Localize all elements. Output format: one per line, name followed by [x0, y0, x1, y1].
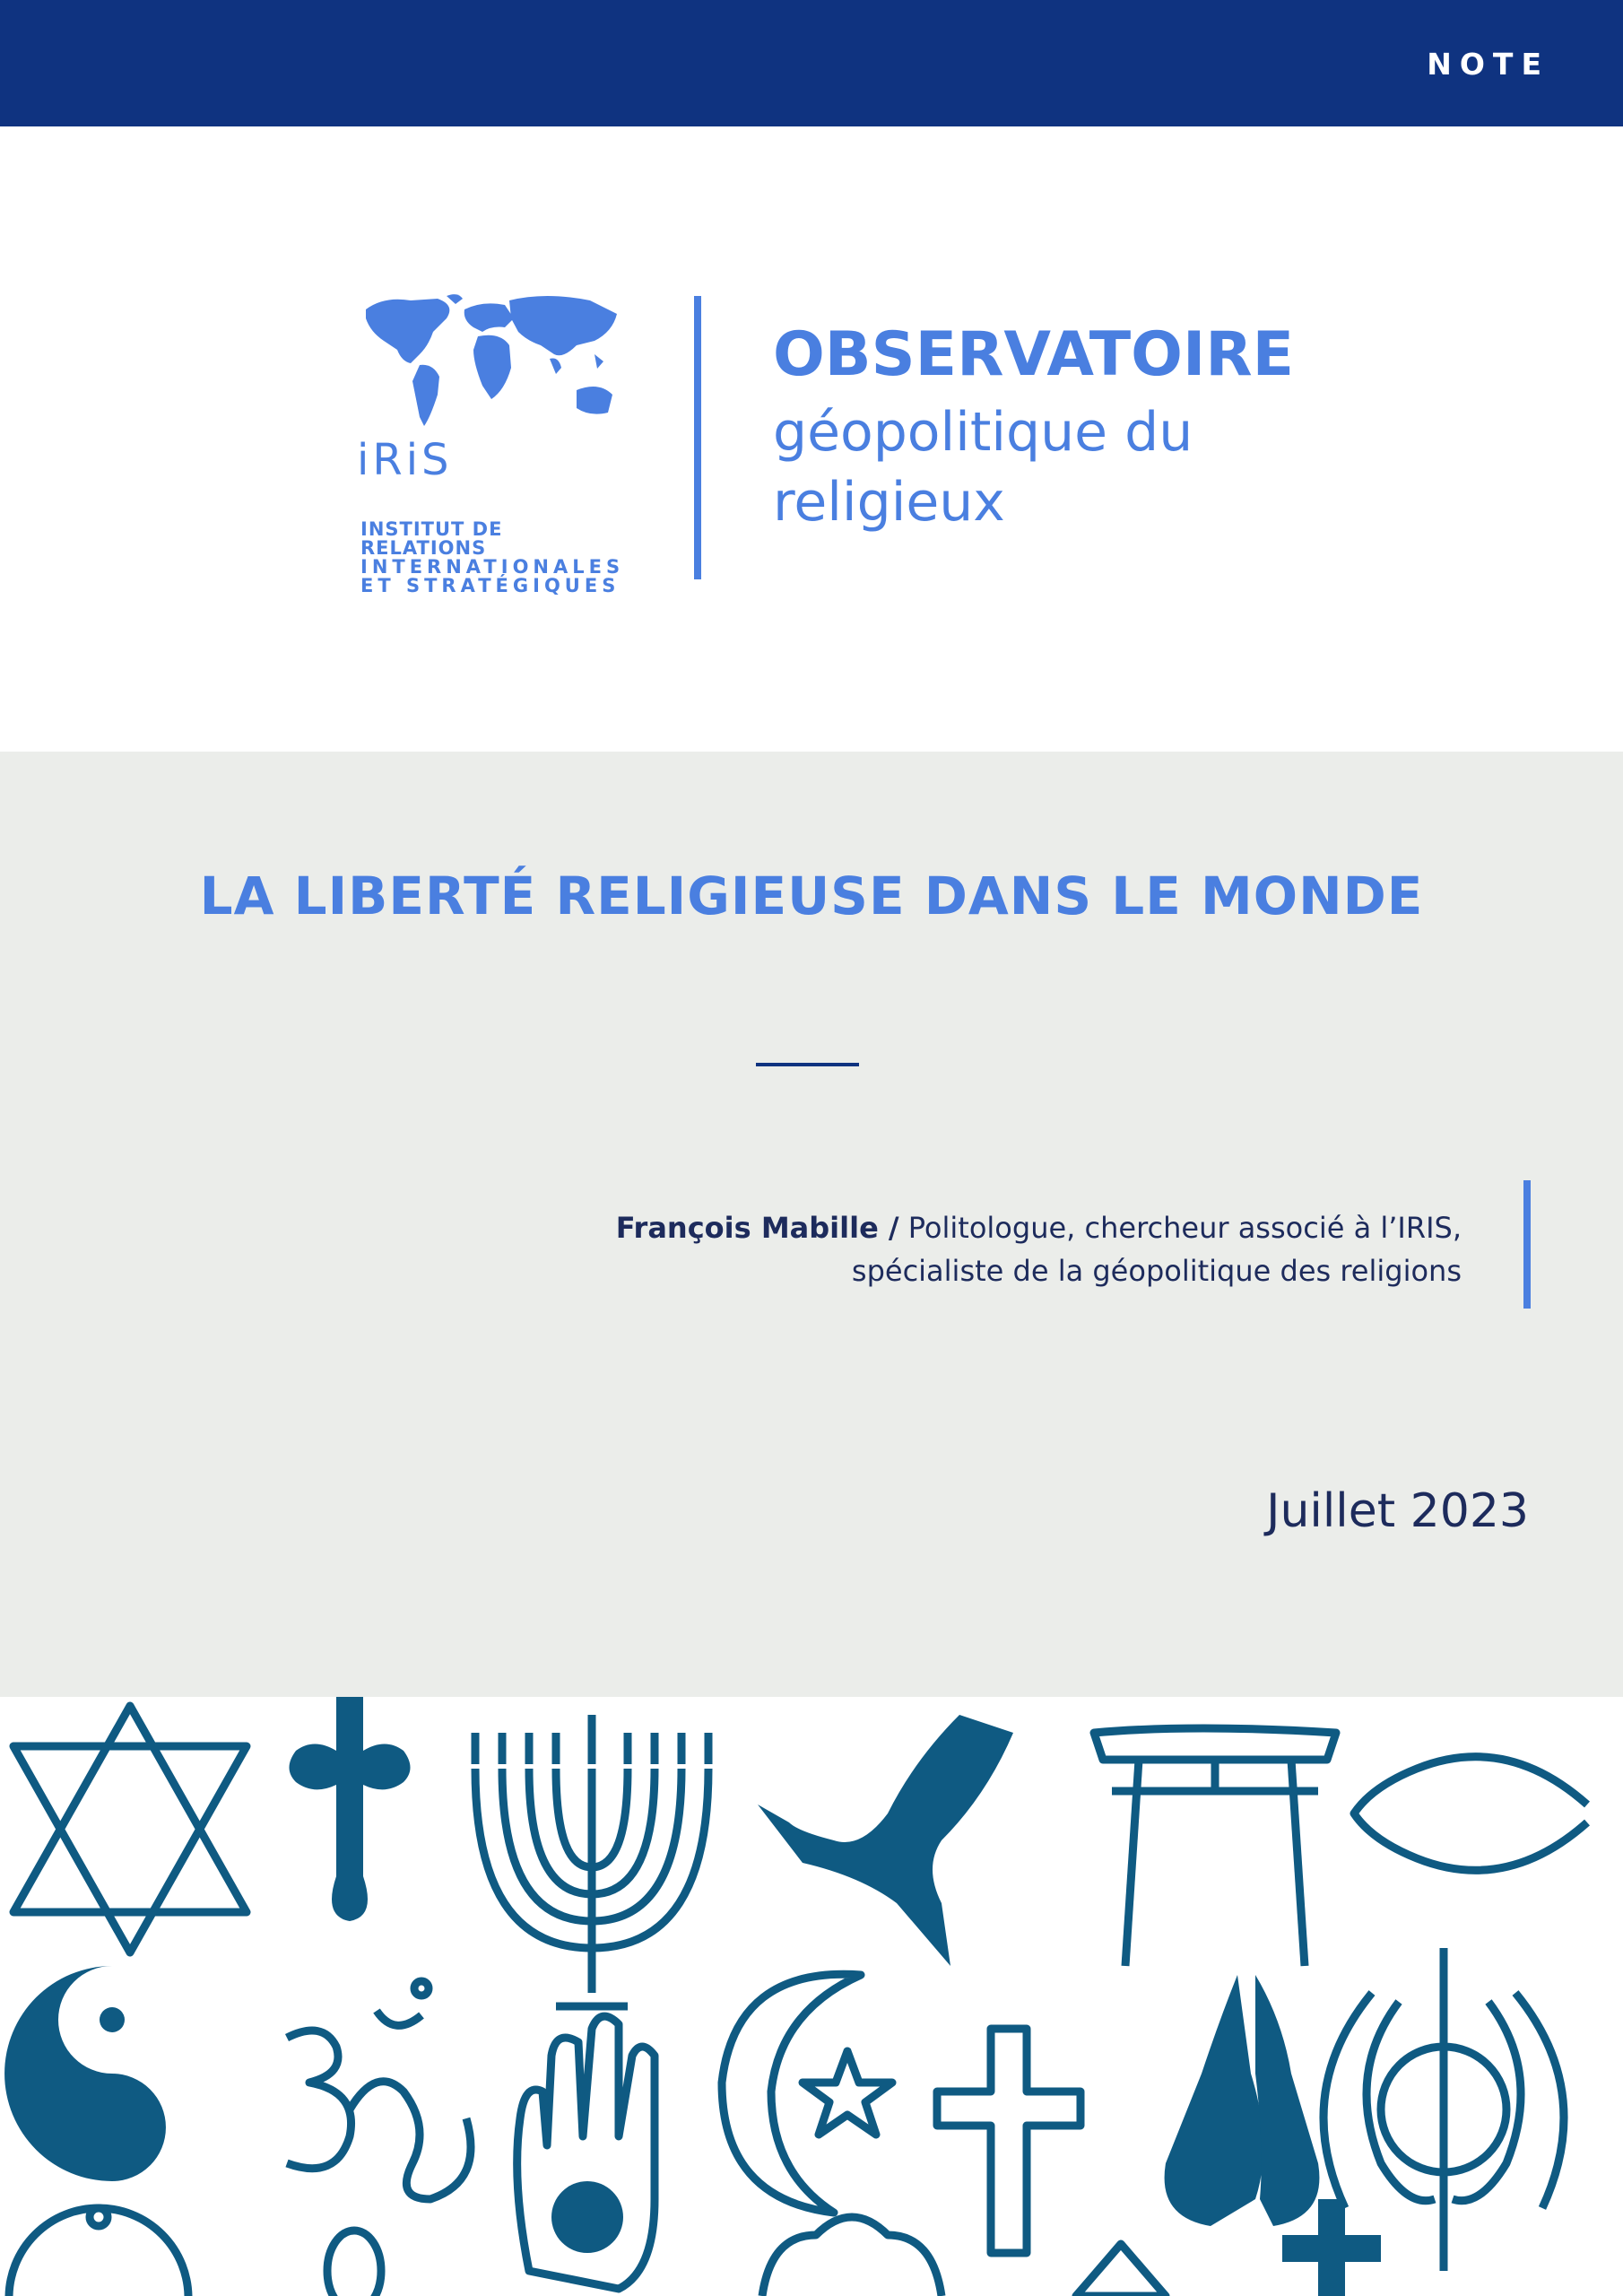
world-map-icon: [357, 291, 626, 435]
note-label: NOTE: [1427, 47, 1549, 82]
title-rule: [756, 1063, 859, 1066]
document-title: LA LIBERTÉ RELIGIEUSE DANS LE MONDE: [199, 865, 1424, 926]
om-icon: [287, 1981, 471, 2199]
observatory-subtitle-line-2: religieux: [773, 471, 1005, 534]
observatory-title: OBSERVATOIRE: [773, 319, 1295, 390]
ankh-icon: [327, 2231, 381, 2296]
iris-logo: [357, 291, 626, 596]
author-block: [386, 1206, 1462, 1292]
cross-icon: [290, 1697, 411, 1921]
iris-wordmark: iRiS: [357, 435, 453, 485]
author-line-1: [386, 1206, 1462, 1249]
iris-fullname: [360, 520, 629, 596]
hamsa-eye-icon: [551, 2181, 623, 2253]
dharma-wheel-icon: [9, 2208, 188, 2296]
dove-icon: [758, 1715, 1013, 1966]
religious-symbols-band: [0, 1697, 1623, 2296]
khanda-icon: [1324, 1948, 1564, 2271]
torii-icon: [1094, 1728, 1336, 1966]
triangle-icon: [1076, 2244, 1166, 2296]
observatory-subtitle: [773, 397, 1193, 537]
menorah-icon: [475, 1715, 708, 2006]
lotus-icon: [762, 2217, 942, 2296]
star-of-david-icon: [13, 1706, 247, 1952]
iris-line-2: INTERNATIONALES: [360, 556, 625, 578]
logo-divider: [694, 296, 701, 579]
author-name: François Mabille /: [615, 1211, 899, 1245]
latin-cross-icon: [937, 2029, 1081, 2253]
author-line-2: spécialiste de la géopolitique des religions: [851, 1254, 1462, 1288]
author-bar: [1523, 1180, 1531, 1309]
praying-hands-icon: [1165, 1975, 1320, 2226]
ichthys-icon: [1354, 1757, 1587, 1871]
observatory-subtitle-line-1: géopolitique du: [773, 401, 1193, 464]
iris-line-3: ET STRATÉGIQUES: [360, 575, 621, 596]
author-role: Politologue, chercheur associé à l’IRIS,: [898, 1211, 1462, 1245]
crescent-star-icon: [722, 1974, 892, 2213]
publication-date: Juillet 2023: [1266, 1484, 1529, 1538]
iris-line-1: INSTITUT DE RELATIONS: [360, 518, 503, 559]
yin-yang-icon: [4, 1966, 166, 2181]
header-bar: [0, 0, 1623, 126]
